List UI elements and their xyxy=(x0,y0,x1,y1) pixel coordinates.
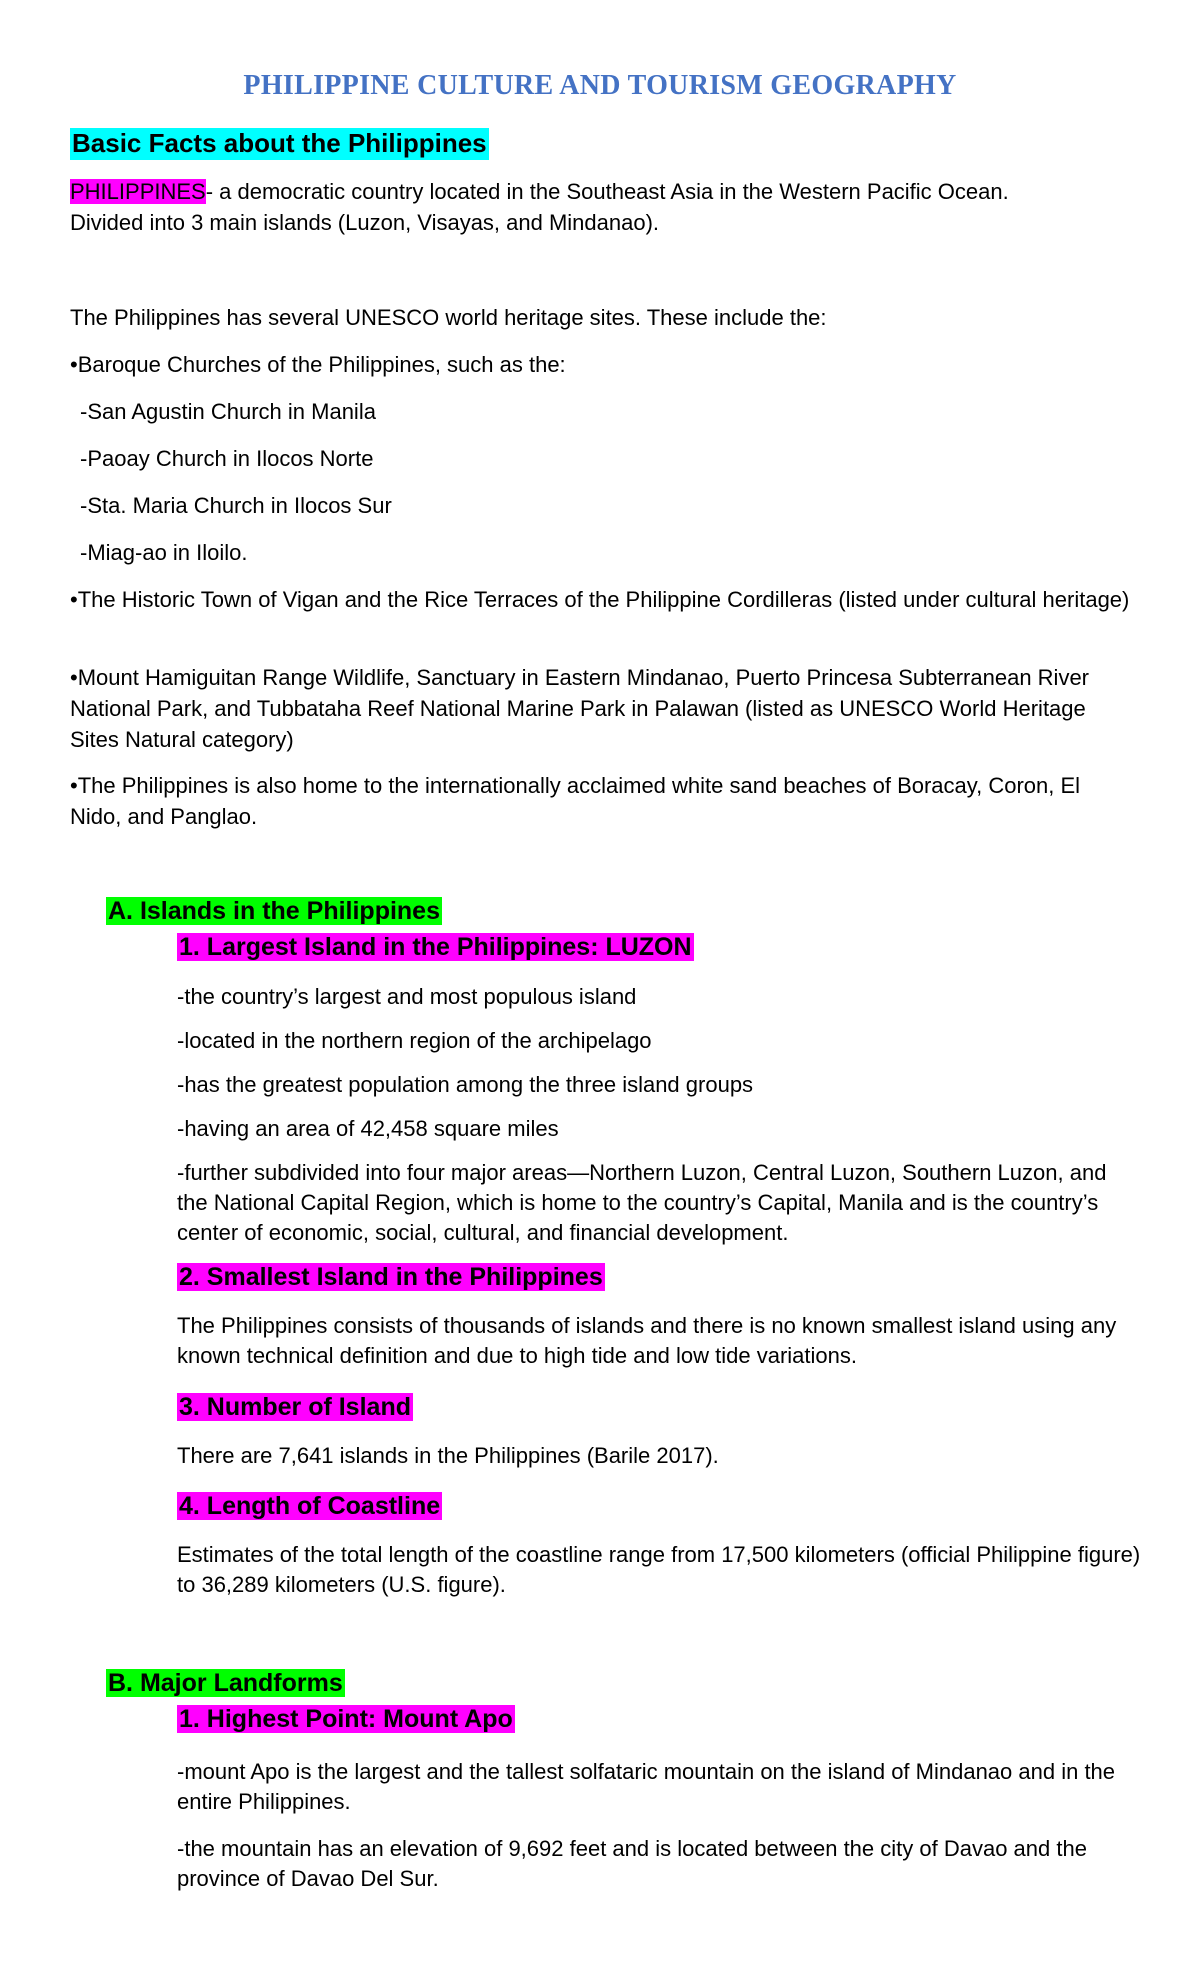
unesco-intro: The Philippines has several UNESCO world heritage sites. These include the: xyxy=(70,305,827,330)
mount-apo-heading xyxy=(177,1704,515,1734)
smallest-island-text: The Philippines consists of thousands of islands and there is no known smallest island using any known technical definition and due to high tide and low tide variations. xyxy=(177,1313,1117,1368)
beaches-bullet: •The Philippines is also home to the internationally acclaimed white sand beaches of Boracay, Coron, El Nido, and Panglao. xyxy=(70,773,1081,829)
philippines-definition-line2: Divided into 3 main islands (Luzon, Visayas, and Mindanao). xyxy=(70,210,660,235)
luzon-heading xyxy=(177,932,694,962)
number-of-island-heading xyxy=(177,1392,413,1422)
smallest-island-heading-text: 2. Smallest Island in the Philippines xyxy=(179,1263,603,1291)
section-a-heading-text: A. Islands in the Philippines xyxy=(108,897,440,925)
vigan-bullet: •The Historic Town of Vigan and the Rice Terraces of the Philippine Cordilleras (listed under cultural heritage) xyxy=(70,587,1130,612)
luzon-point: -has the greatest population among the three island groups xyxy=(177,1072,754,1097)
page-title: PHILIPPINE CULTURE AND TOURISM GEOGRAPHY xyxy=(243,70,957,101)
mount-apo-point: -mount Apo is the largest and the tallest solfataric mountain on the island of Mindanao and in the entire Philippines. xyxy=(177,1759,1116,1814)
section-b-heading-text: B. Major Landforms xyxy=(108,1669,343,1697)
coastline-heading xyxy=(177,1491,442,1521)
basic-facts-heading xyxy=(70,128,489,159)
number-of-island-heading-text: 3. Number of Island xyxy=(179,1393,411,1421)
luzon-point: -the country’s largest and most populous island xyxy=(177,984,637,1009)
church-item: -Sta. Maria Church in Ilocos Sur xyxy=(80,493,392,518)
philippines-term: PHILIPPINES xyxy=(70,179,206,204)
basic-facts-heading-text: Basic Facts about the Philippines xyxy=(72,128,487,158)
mount-apo-heading-text: 1. Highest Point: Mount Apo xyxy=(179,1705,513,1733)
smallest-island-heading xyxy=(177,1262,605,1292)
luzon-heading-text: 1. Largest Island in the Philippines: LUZON xyxy=(179,933,692,961)
natural-heritage-bullet: •Mount Hamiguitan Range Wildlife, Sanctuary in Eastern Mindanao, Puerto Princesa Subterranean River National Park, and Tubbataha Reef National Marine Park in Palawan (listed as UNESCO World Heritage Sites Natural category) xyxy=(70,665,1090,752)
mount-apo-point: -the mountain has an elevation of 9,692 feet and is located between the city of Davao and the province of Davao Del Sur. xyxy=(177,1836,1087,1891)
church-item: -Miag-ao in Iloilo. xyxy=(80,540,248,565)
number-of-island-text: There are 7,641 islands in the Philippines (Barile 2017). xyxy=(177,1443,719,1468)
luzon-point: -having an area of 42,458 square miles xyxy=(177,1116,559,1141)
luzon-point: -further subdivided into four major areas—Northern Luzon, Central Luzon, Southern Luzon, and the National Capital Region, which is home to the country’s Capital, Manila and is the country’s center of economic, social, cultural, and financial development. xyxy=(177,1160,1107,1245)
coastline-heading-text: 4. Length of Coastline xyxy=(179,1492,441,1520)
luzon-point: -located in the northern region of the archipelago xyxy=(177,1028,652,1053)
section-a-heading xyxy=(106,896,442,926)
church-item: -San Agustin Church in Manila xyxy=(80,399,376,424)
coastline-text: Estimates of the total length of the coastline range from 17,500 kilometers (official Philippine figure) to 36,289 kilometers (U.S. figure). xyxy=(177,1542,1141,1597)
baroque-bullet: •Baroque Churches of the Philippines, such as the: xyxy=(70,352,566,377)
philippines-definition-line1: - a democratic country located in the Southeast Asia in the Western Pacific Ocean. xyxy=(205,179,1009,204)
philippines-definition xyxy=(70,176,1130,238)
church-item: -Paoay Church in Ilocos Norte xyxy=(80,446,374,471)
section-b-heading xyxy=(106,1668,345,1698)
